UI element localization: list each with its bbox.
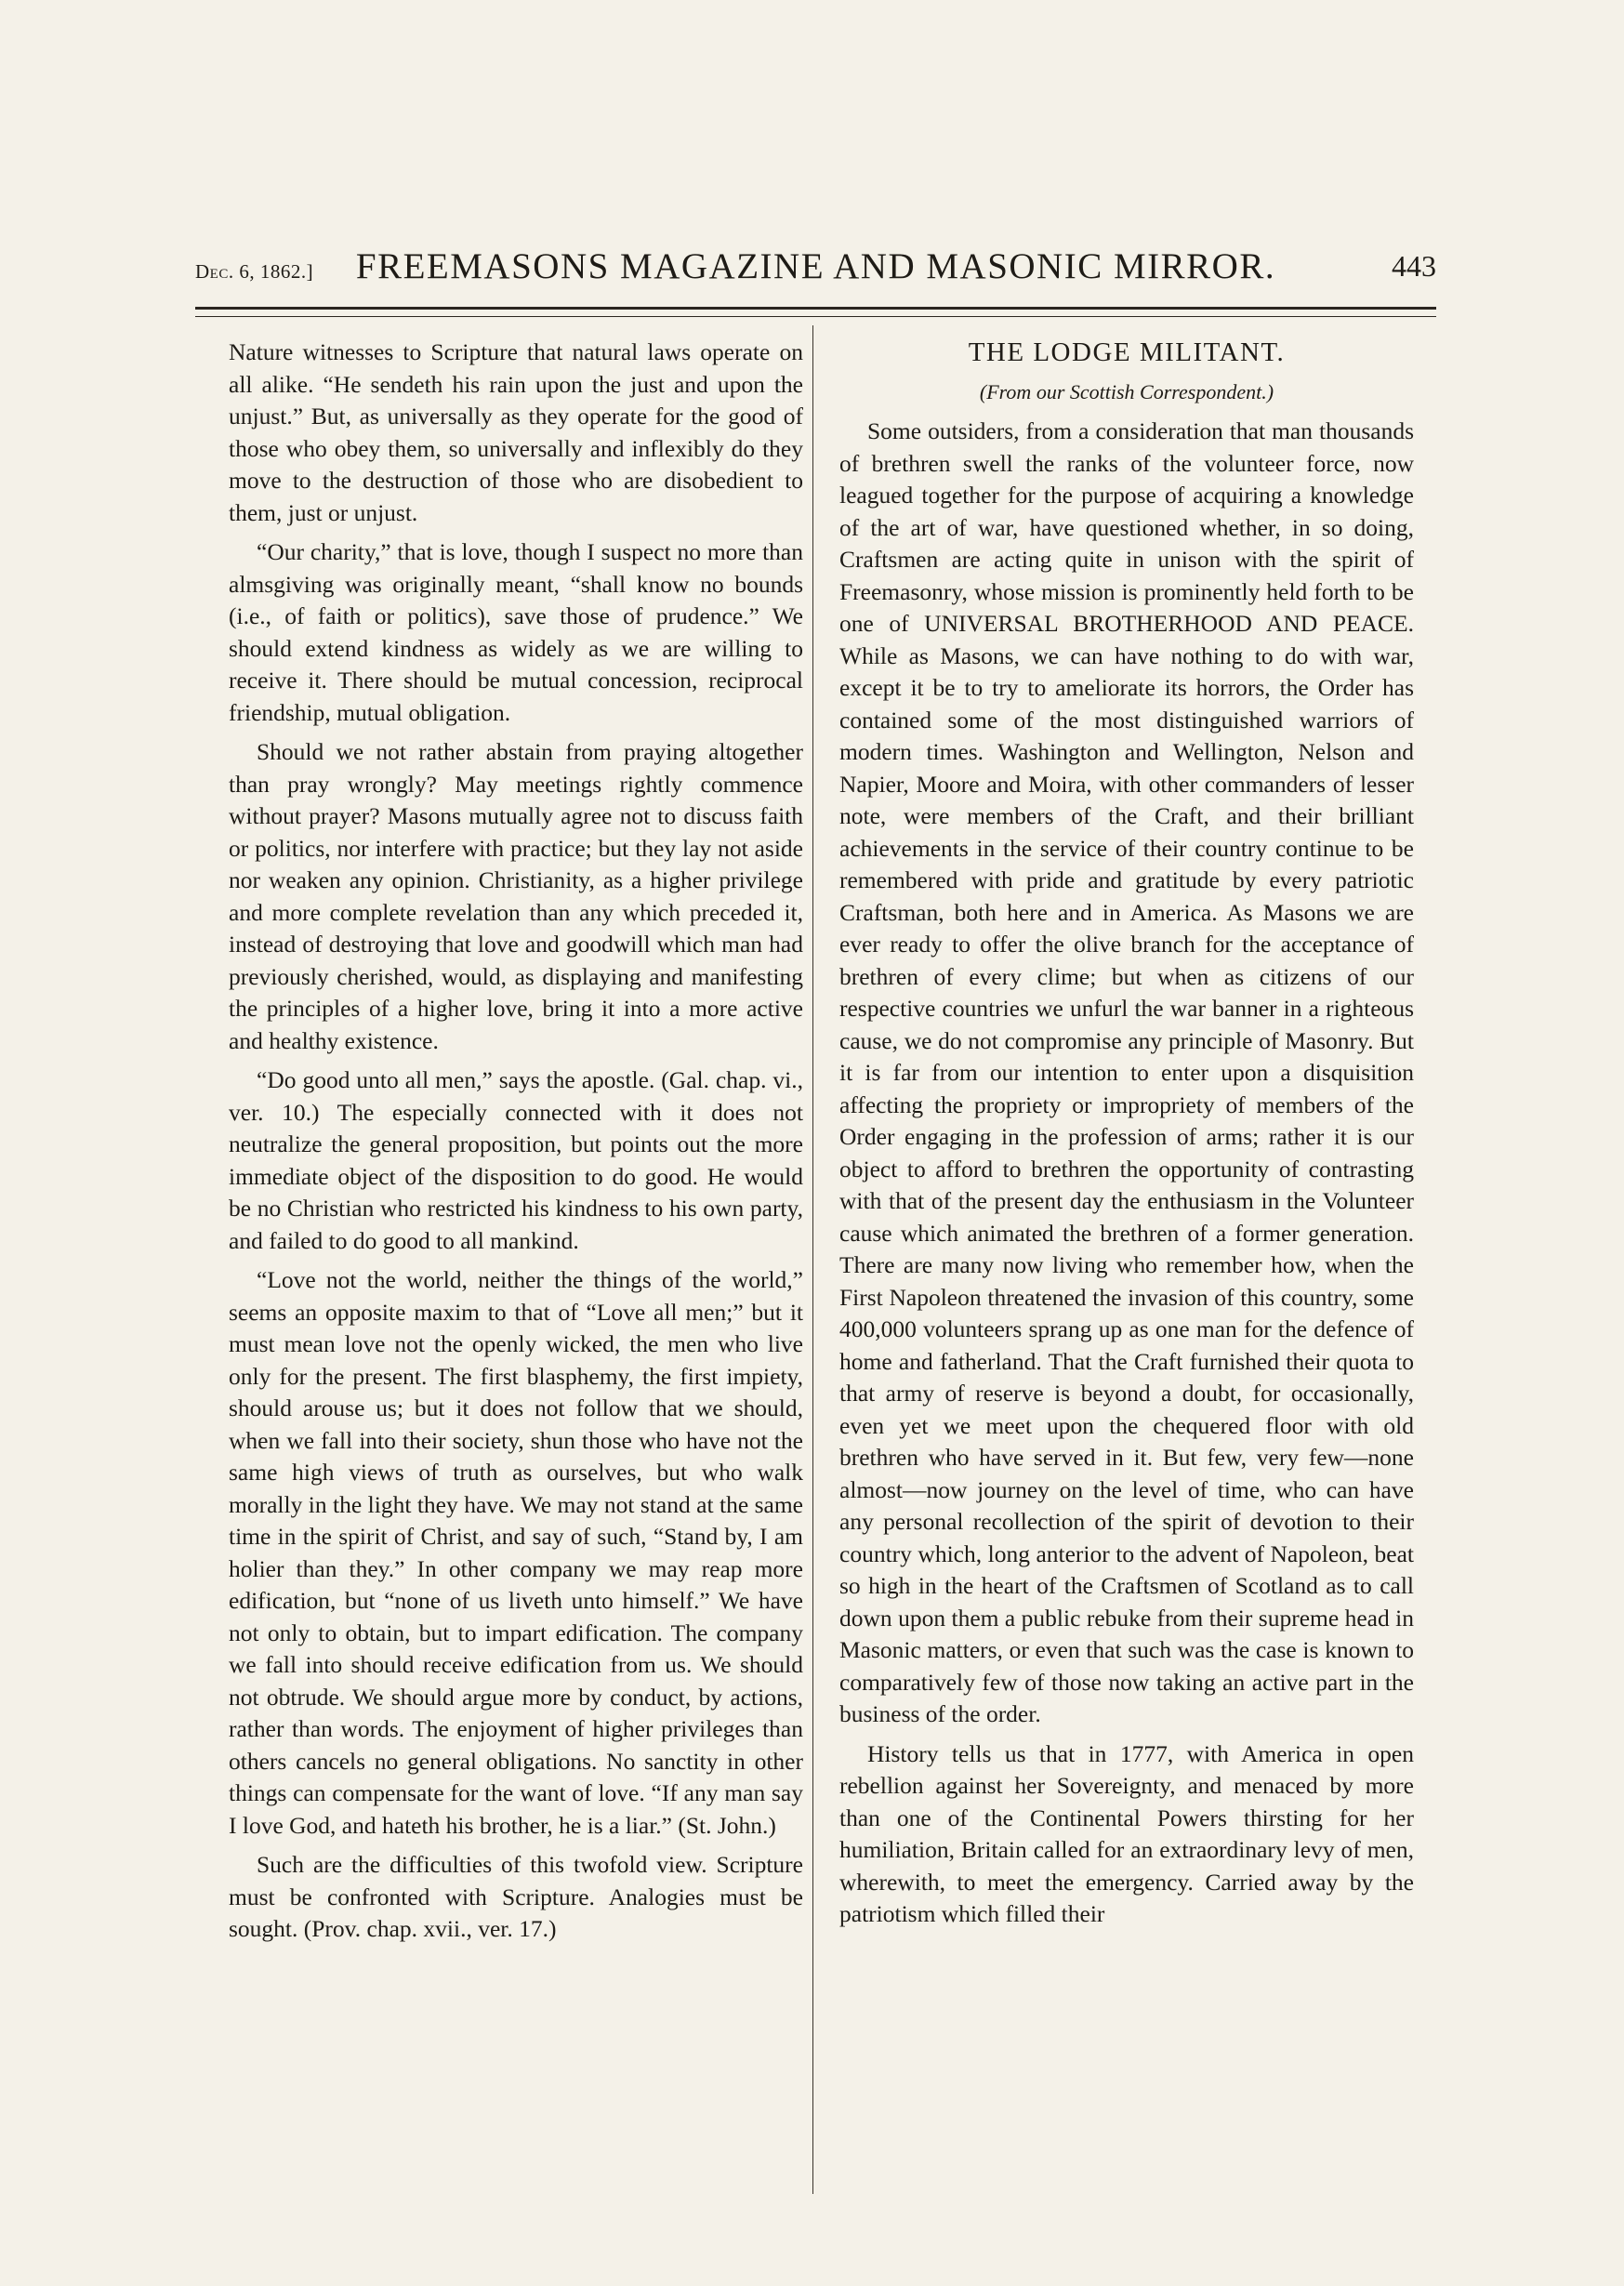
- header-rule-thin: [195, 316, 1436, 317]
- article-subtitle: (From our Scottish Correspondent.): [979, 379, 1274, 403]
- paragraph: Nature witnesses to Scripture that natural laws operate on all alike. “He sendeth his rain upon the just and upon the unjust.” But, as universally as they operate for the good of those who obey them, so universally and inflexibly do they move to the destruction of those who are disobedient to them, just or unjust.: [229, 338, 803, 526]
- paragraph: Such are the difficulties of this twofold view. Scripture must be confronted with Scripture. Analogies must be sought. (Prov. chap. xvii., ver. 17.): [229, 1851, 803, 1942]
- header-date: Dec. 6, 1862.]: [195, 260, 314, 283]
- paragraph: Should we not rather abstain from praying altogether than pray wrongly? May meetings rightly commence without prayer? Masons mutually agree not to discuss faith or politics, nor interfere with practice; but they lay not aside nor weaken any opinion. Christianity, as a higher privilege and more complete revelation than any which preceded it, instead of destroying that love and goodwill which man had previously cherished, would, as displaying and manifesting the principles of a higher love, bring it into a more active and healthy existence.: [229, 738, 803, 1054]
- header-rule-thick: [195, 307, 1436, 310]
- paragraph: “Love not the world, neither the things of the world,” seems an opposite maxim to that of “Love all men;” but it must mean love not the openly wicked, the men who live only for the present. The first blasphemy, the first impiety, should arouse us; but it does not follow that we should, when we fall into their society, shun those who have not the same high views of truth as ourselves, but who walk morally in the light they have. We may not stand at the same time in the spirit of Christ, and say of such, “Stand by, I am holier than they.” In other company we may reap more edification, but “none of us liveth unto himself.” We have not only to obtain, but to impart edification. The company we fall into should receive edification from us. We should not obtrude. We should argue more by conduct, by actions, rather than words. The enjoyment of higher privileges than others cancels no general obligations. No sanctity in other things can compensate for the want of love. “If any man say I love God, and hateth his brother, he is a liar.” (St. John.): [229, 1266, 803, 1839]
- right-column: [839, 337, 1414, 1938]
- paragraph: History tells us that in 1777, with America in open rebellion against her Sovereignty, and menaced by more than one of the Continental Powers thirsting for her humiliation, Britain called for an extraordinary levy of men, wherewith, to meet the emergency. Carried away by the patriotism which filled their: [839, 1739, 1414, 1927]
- column-divider: [812, 325, 813, 2194]
- left-column: [229, 337, 803, 1953]
- running-header: [195, 240, 1436, 296]
- paragraph: Some outsiders, from a consideration that man thousands of brethren swell the ranks of the volunteer force, now leagued together for the purpose of acquiring a knowledge of the art of war, have questioned whether, in so doing, Craftsmen are acting quite in unison with the spirit of Freemasonry, whose mission is prominently held forth to be one of UNIVERSAL BROTHERHOOD AND PEACE. While as Masons, we can have nothing to do with war, except it be to try to ameliorate its horrors, the Order has contained some of the most distinguished warriors of modern times. Washington and Wellington, Nelson and Napier, Moore and Moira, with other commanders of lesser note, were members of the Craft, and their brilliant achievements in the service of their country continue to be remembered with pride and gratitude by every patriotic Craftsman, both here and in America. As Masons we are ever ready to offer the olive branch for the acceptance of brethren of every clime; but when as citizens of our respective countries we unfurl the war banner in a righteous cause, we do not compromise any principle of Masonry. But it is far from our intention to enter upon a disquisition affecting the propriety or impropriety of members of the Order engaging in the profession of arms; rather it is our object to afford to brethren the opportunity of contrasting with that of the present day the enthusiasm in the Volunteer cause which animated the brethren of a former generation. There are many now living who remember how, when the First Napoleon threatened the invasion of this country, some 400,000 volunteers sprang up as one man for the defence of home and fatherland. That the Craft furnished their quota to that army of reserve is beyond a doubt, for occasionally, even yet we meet upon the chequered floor with old brethren who have served in it. But few, very few—none almost—now journey on the level of time, who can have any personal recollection of the spirit of devotion to their country which, long anterior to the advent of Napoleon, beat so high in the heart of the Craftsmen of Scotland as to call down upon them a public rebuke from their supreme head in Masonic matters, or even that such was the case is known to comparatively few of those now taking an active part in the business of the order.: [839, 417, 1414, 1727]
- header-title: FREEMASONS MAGAZINE AND MASONIC MIRROR.: [355, 246, 1276, 286]
- page-number: 443: [1392, 249, 1436, 283]
- paragraph: “Do good unto all men,” says the apostle. (Gal. chap. vi., ver. 10.) The especially connected with it does not neutralize the general proposition, but points out the more immediate object of the disposition to do good. He would be no Christian who restricted his kindness to his own party, and failed to do good to all mankind.: [229, 1066, 803, 1254]
- paragraph: “Our charity,” that is love, though I suspect no more than almsgiving was originally meant, “shall know no bounds (i.e., of faith or politics), save those of prudence.” We should extend kindness as widely as we are willing to receive it. There should be mutual concession, reciprocal friendship, mutual obligation.: [229, 538, 803, 726]
- article-title: THE LODGE MILITANT.: [968, 337, 1286, 367]
